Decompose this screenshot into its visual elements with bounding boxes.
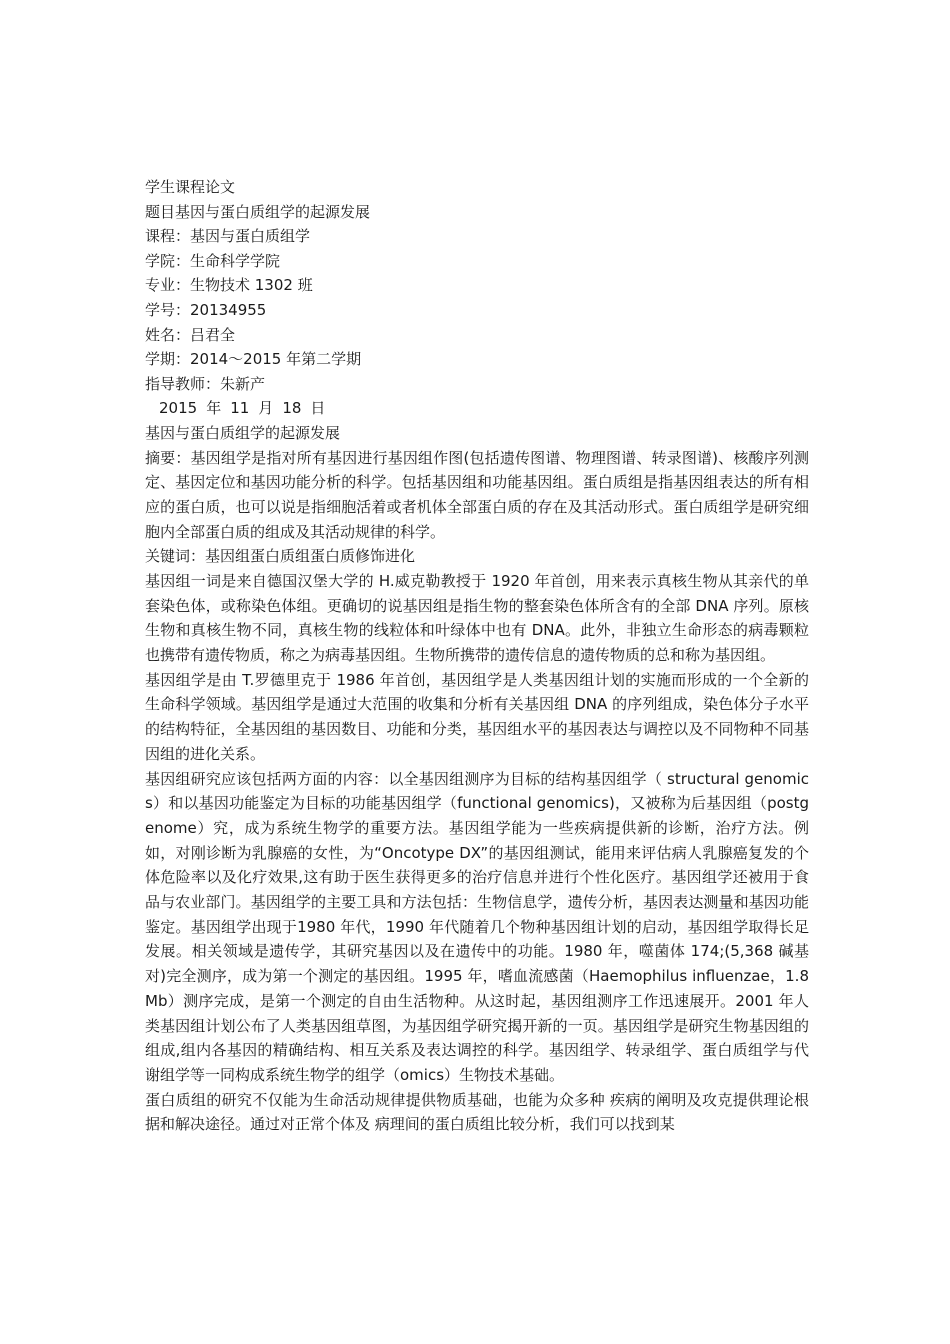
keywords-line: 关键词：基因组蛋白质组蛋白质修饰进化 bbox=[145, 547, 416, 566]
student-id-line: 学号：20134955 bbox=[145, 300, 267, 319]
thesis-title-line: 题目基因与蛋白质组学的起源发展 bbox=[145, 202, 371, 221]
date-line bbox=[145, 396, 809, 421]
course-line: 课程：基因与蛋白质组学 bbox=[145, 227, 311, 246]
abstract-paragraph: 摘要：基因组学是指对所有基因进行基因组作图(包括遗传图谱、物理图谱、转录图谱)、核酸序列测定、基因定位和基因功能分析的科学。包括基因组和功能基因组。蛋白质组是指基因组表达的所有相应的蛋白质，也可以说是指细胞活着或者机体全部蛋白质的存在及其活动形式。蛋白质组学是研究细胞内全部蛋白质的组成及其活动规律的科学。 bbox=[145, 448, 809, 541]
body-paragraph-genomics: 基因组学是由 T.罗德里克于 1986 年首创，基因组学是人类基因组计划的实施而形成的一个全新的生命科学领域。基因组学是通过大范围的收集和分析有关基因组 DNA 的序列组成，染色体分子水平的结构特征，全基因组的基因数目、功能和分类，基因组水平的基因表达与调控以及不同物种不同基因组的进化关系。 bbox=[145, 670, 809, 763]
date-day: 18 bbox=[282, 399, 302, 418]
body-paragraph-research: 基因组研究应该包括两方面的内容：以全基因组测序为目标的结构基因组学（ structural genomics）和以基因功能鉴定为目标的功能基因组学（functional genomics)，又被称为后基因组（postgenome）究，成为系统生物学的重要方法。基因组学能为一些疾病提供新的诊断，治疗方法。例如，对刚诊断为乳腺癌的女性，为“Oncotype DX”的基因组测试，能用来评估病人乳腺癌复发的个体危险率以及化疗效果,这有助于医生获得更多的治疗信息并进行个性化医疗。基因组学还被用于食品与农业部门。基因组学的主要工具和方法包括：生物信息学，遗传分析，基因表达测量和基因功能鉴定。基因组学出现于1980 年代，1990 年代随着几个物种基因组计划的启动，基因组学取得长足发展。相关领域是遗传学，其研究基因以及在遗传中的功能。1980 年，噬菌体 174;(5,368 碱基对)完全测序，成为第一个测定的基因组。1995 年，嗜血流感菌（Haemophilus influenzae，1.8Mb）测序完成，是第一个测定的自由生活物种。从这时起，基因组测序工作迅速展开。2001 年人类基因组计划公布了人类基因组草图，为基因组学研究揭开新的一页。基因组学是研究生物基因组的组成,组内各基因的精确结构、相互关系及表达调控的科学。基因组学、转录组学、蛋白质组学与代谢组学等一同构成系统生物学的组学（omics）生物技术基础。 bbox=[145, 769, 809, 1084]
major-line: 专业：生物技术 1302 班 bbox=[145, 276, 313, 295]
document-page bbox=[145, 175, 809, 1137]
college-line: 学院：生命科学学院 bbox=[145, 251, 281, 270]
article-title: 基因与蛋白质组学的起源发展 bbox=[145, 423, 341, 442]
body-paragraph-proteome: 蛋白质组的研究不仅能为生命活动规律提供物质基础，也能为众多种 疾病的阐明及攻克提供理论根据和解决途径。通过对正常个体及 病理间的蛋白质组比较分析，我们可以找到某 bbox=[145, 1090, 809, 1134]
date-month-unit: 月 bbox=[258, 399, 274, 418]
date-month: 11 bbox=[230, 399, 250, 418]
date-year-unit: 年 bbox=[206, 399, 222, 418]
date-day-unit: 日 bbox=[310, 399, 326, 418]
student-name-line: 姓名：吕君全 bbox=[145, 325, 236, 344]
body-paragraph-genome: 基因组一词是来自德国汉堡大学的 H.威克勒教授于 1920 年首创，用来表示真核生物从其亲代的单套染色体，或称染色体组。更确切的说基因组是指生物的整套染色体所含有的全部 DNA 序列。原核生物和真核生物不同，真核生物的线粒体和叶绿体中也有 DNA。此外，非独立生命形态的病毒颗粒也携带有遗传物质，称之为病毒基因组。生物所携带的遗传信息的遗传物质的总和称为基因组。 bbox=[145, 571, 809, 665]
document-type: 学生课程论文 bbox=[145, 178, 236, 196]
term-line: 学期：2014～2015 年第二学期 bbox=[145, 350, 362, 369]
date-year: 2015 bbox=[159, 399, 198, 418]
advisor-line: 指导教师：朱新产 bbox=[145, 374, 266, 393]
